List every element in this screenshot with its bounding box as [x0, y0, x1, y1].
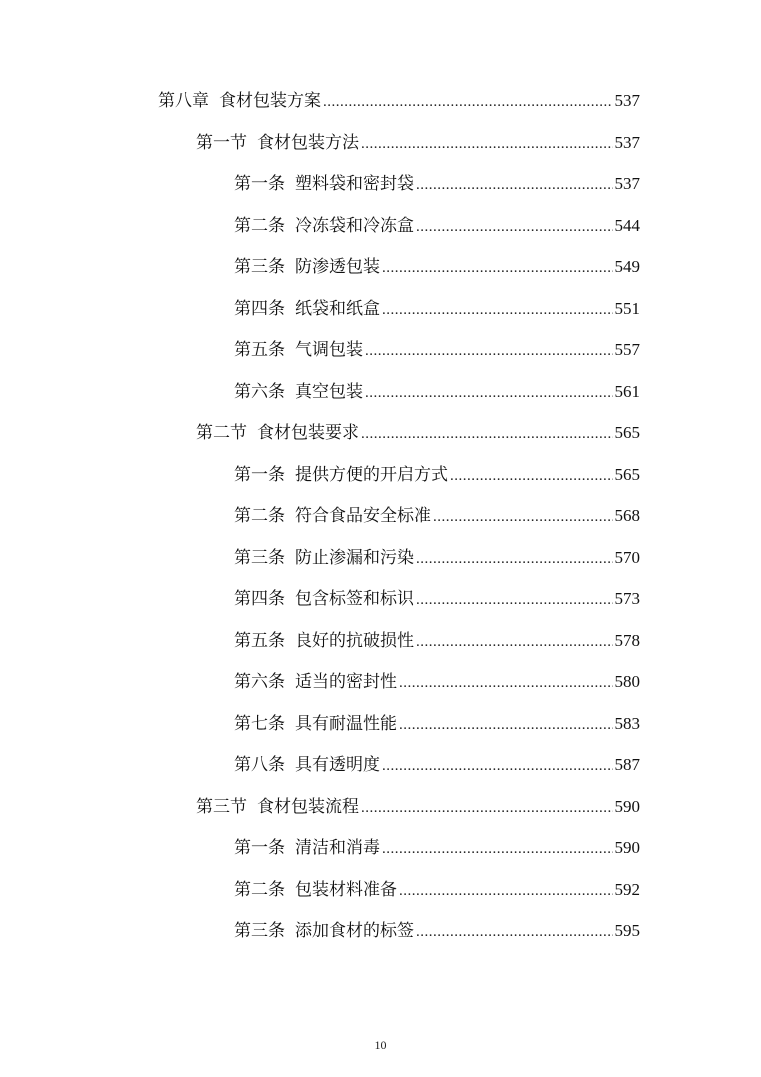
- toc-entry-page: 568: [614, 506, 640, 525]
- toc-entry-title: 提供方便的开启方式: [295, 464, 448, 485]
- toc-dot-leader: [365, 380, 613, 406]
- toc-dot-leader: [323, 89, 613, 115]
- toc-entry-title: 真空包装: [295, 381, 363, 402]
- toc-section-row[interactable]: [196, 130, 640, 156]
- toc-dot-leader: [416, 587, 613, 613]
- toc-entry-page: 583: [614, 713, 640, 733]
- toc-entry-page: 595: [614, 921, 640, 940]
- toc-dot-leader: [382, 836, 613, 862]
- toc-entry-title: 食材包装要求: [257, 423, 359, 443]
- toc-entry-title: 包含标签和标识: [295, 589, 414, 609]
- toc-entry-page: 565: [614, 423, 640, 442]
- toc-entry-label: 第一条: [234, 464, 285, 485]
- toc-article-row[interactable]: [234, 752, 640, 778]
- toc-entry-page: 537: [614, 174, 640, 193]
- toc-entry-label: 第二条: [234, 215, 285, 236]
- toc-chapter-row[interactable]: [158, 88, 640, 114]
- toc-dot-leader: [416, 214, 613, 240]
- toc-entry-title: 包装材料准备: [295, 879, 397, 900]
- toc-entry-title: 防止渗漏和污染: [295, 547, 414, 568]
- toc-entry-title: 纸袋和纸盒: [295, 298, 380, 319]
- toc-entry-title: 良好的抗破损性: [295, 630, 414, 651]
- toc-article-row[interactable]: [234, 877, 640, 903]
- toc-entry-label: 第三节: [196, 796, 247, 817]
- toc-article-row[interactable]: [234, 918, 640, 944]
- toc-dot-leader: [450, 463, 613, 489]
- toc-entry-page: 551: [614, 298, 640, 318]
- toc-entry-page: 587: [614, 755, 640, 774]
- toc-article-row[interactable]: [234, 628, 640, 654]
- toc-entry-page: 549: [614, 257, 640, 276]
- toc-dot-leader: [399, 878, 613, 904]
- toc-entry-label: 第六条: [234, 672, 285, 692]
- toc-dot-leader: [416, 546, 613, 572]
- toc-entry-page: 590: [614, 796, 640, 816]
- toc-entry-label: 第五条: [234, 630, 285, 651]
- toc-section-row[interactable]: [196, 420, 640, 446]
- toc-dot-leader: [365, 338, 613, 364]
- toc-article-row[interactable]: [234, 711, 640, 737]
- toc-entry-label: 第八章: [158, 91, 209, 111]
- toc-entry-page: 561: [614, 381, 640, 401]
- toc-entry-title: 清洁和消毒: [295, 838, 380, 858]
- toc-entry-label: 第一节: [196, 132, 247, 153]
- toc-article-row[interactable]: [234, 254, 640, 280]
- toc-article-row[interactable]: [234, 545, 640, 571]
- toc-entry-page: 573: [614, 589, 640, 608]
- toc-entry-title: 防渗透包装: [295, 257, 380, 277]
- toc-entry-page: 570: [614, 547, 640, 567]
- toc-article-row[interactable]: [234, 835, 640, 861]
- toc-entry-title: 具有透明度: [295, 755, 380, 775]
- page-number: 10: [374, 1038, 387, 1052]
- toc-entry-label: 第一条: [234, 838, 285, 858]
- toc-entry-title: 塑料袋和密封袋: [295, 174, 414, 194]
- toc-dot-leader: [399, 670, 613, 696]
- toc-article-row[interactable]: [234, 213, 640, 239]
- toc-entry-label: 第三条: [234, 547, 285, 568]
- toc-article-row[interactable]: [234, 337, 640, 363]
- toc-entry-title: 适当的密封性: [295, 672, 397, 692]
- toc-entry-label: 第七条: [234, 713, 285, 734]
- toc-article-row[interactable]: [234, 296, 640, 322]
- toc-dot-leader: [416, 629, 613, 655]
- toc-entry-label: 第五条: [234, 340, 285, 360]
- toc-entry-label: 第六条: [234, 381, 285, 402]
- toc-dot-leader: [382, 255, 613, 281]
- toc-dot-leader: [399, 712, 613, 738]
- toc-entry-title: 具有耐温性能: [295, 713, 397, 734]
- toc-article-row[interactable]: [234, 171, 640, 197]
- toc-entry-title: 食材包装方法: [257, 132, 359, 153]
- toc-entry-title: 添加食材的标签: [295, 921, 414, 941]
- toc-entry-title: 气调包装: [295, 340, 363, 360]
- toc-dot-leader: [361, 795, 613, 821]
- toc-entry-label: 第四条: [234, 589, 285, 609]
- toc-entry-label: 第一条: [234, 174, 285, 194]
- toc-entry-page: 578: [614, 630, 640, 650]
- toc-dot-leader: [382, 297, 613, 323]
- toc-article-row[interactable]: [234, 669, 640, 695]
- toc-article-row[interactable]: [234, 379, 640, 405]
- toc-entry-page: 557: [614, 340, 640, 359]
- toc-entry-label: 第三条: [234, 257, 285, 277]
- toc-dot-leader: [433, 504, 613, 530]
- toc-entry-title: 符合食品安全标准: [295, 506, 431, 526]
- toc-entry-title: 食材包装流程: [257, 796, 359, 817]
- toc-entry-label: 第八条: [234, 755, 285, 775]
- toc-article-row[interactable]: [234, 586, 640, 612]
- toc-entry-page: 544: [614, 215, 640, 235]
- toc-entry-page: 580: [614, 672, 640, 691]
- toc-entry-page: 592: [614, 879, 640, 899]
- toc-dot-leader: [416, 919, 613, 945]
- toc-article-row[interactable]: [234, 462, 640, 488]
- toc-entry-label: 第二条: [234, 879, 285, 900]
- toc-dot-leader: [361, 131, 613, 157]
- toc-dot-leader: [416, 172, 613, 198]
- toc-entry-title: 食材包装方案: [219, 91, 321, 111]
- toc-entry-page: 537: [614, 132, 640, 152]
- toc-entry-page: 565: [614, 464, 640, 484]
- toc-dot-leader: [382, 753, 613, 779]
- toc-entry-title: 冷冻袋和冷冻盒: [295, 215, 414, 236]
- toc-entry-label: 第四条: [234, 298, 285, 319]
- toc-entry-page: 590: [614, 838, 640, 857]
- toc-dot-leader: [361, 421, 613, 447]
- toc-article-row[interactable]: [234, 503, 640, 529]
- toc-section-row[interactable]: [196, 794, 640, 820]
- toc-entry-label: 第三条: [234, 921, 285, 941]
- toc-entry-label: 第二条: [234, 506, 285, 526]
- toc-entry-label: 第二节: [196, 423, 247, 443]
- toc-entry-page: 537: [614, 91, 640, 110]
